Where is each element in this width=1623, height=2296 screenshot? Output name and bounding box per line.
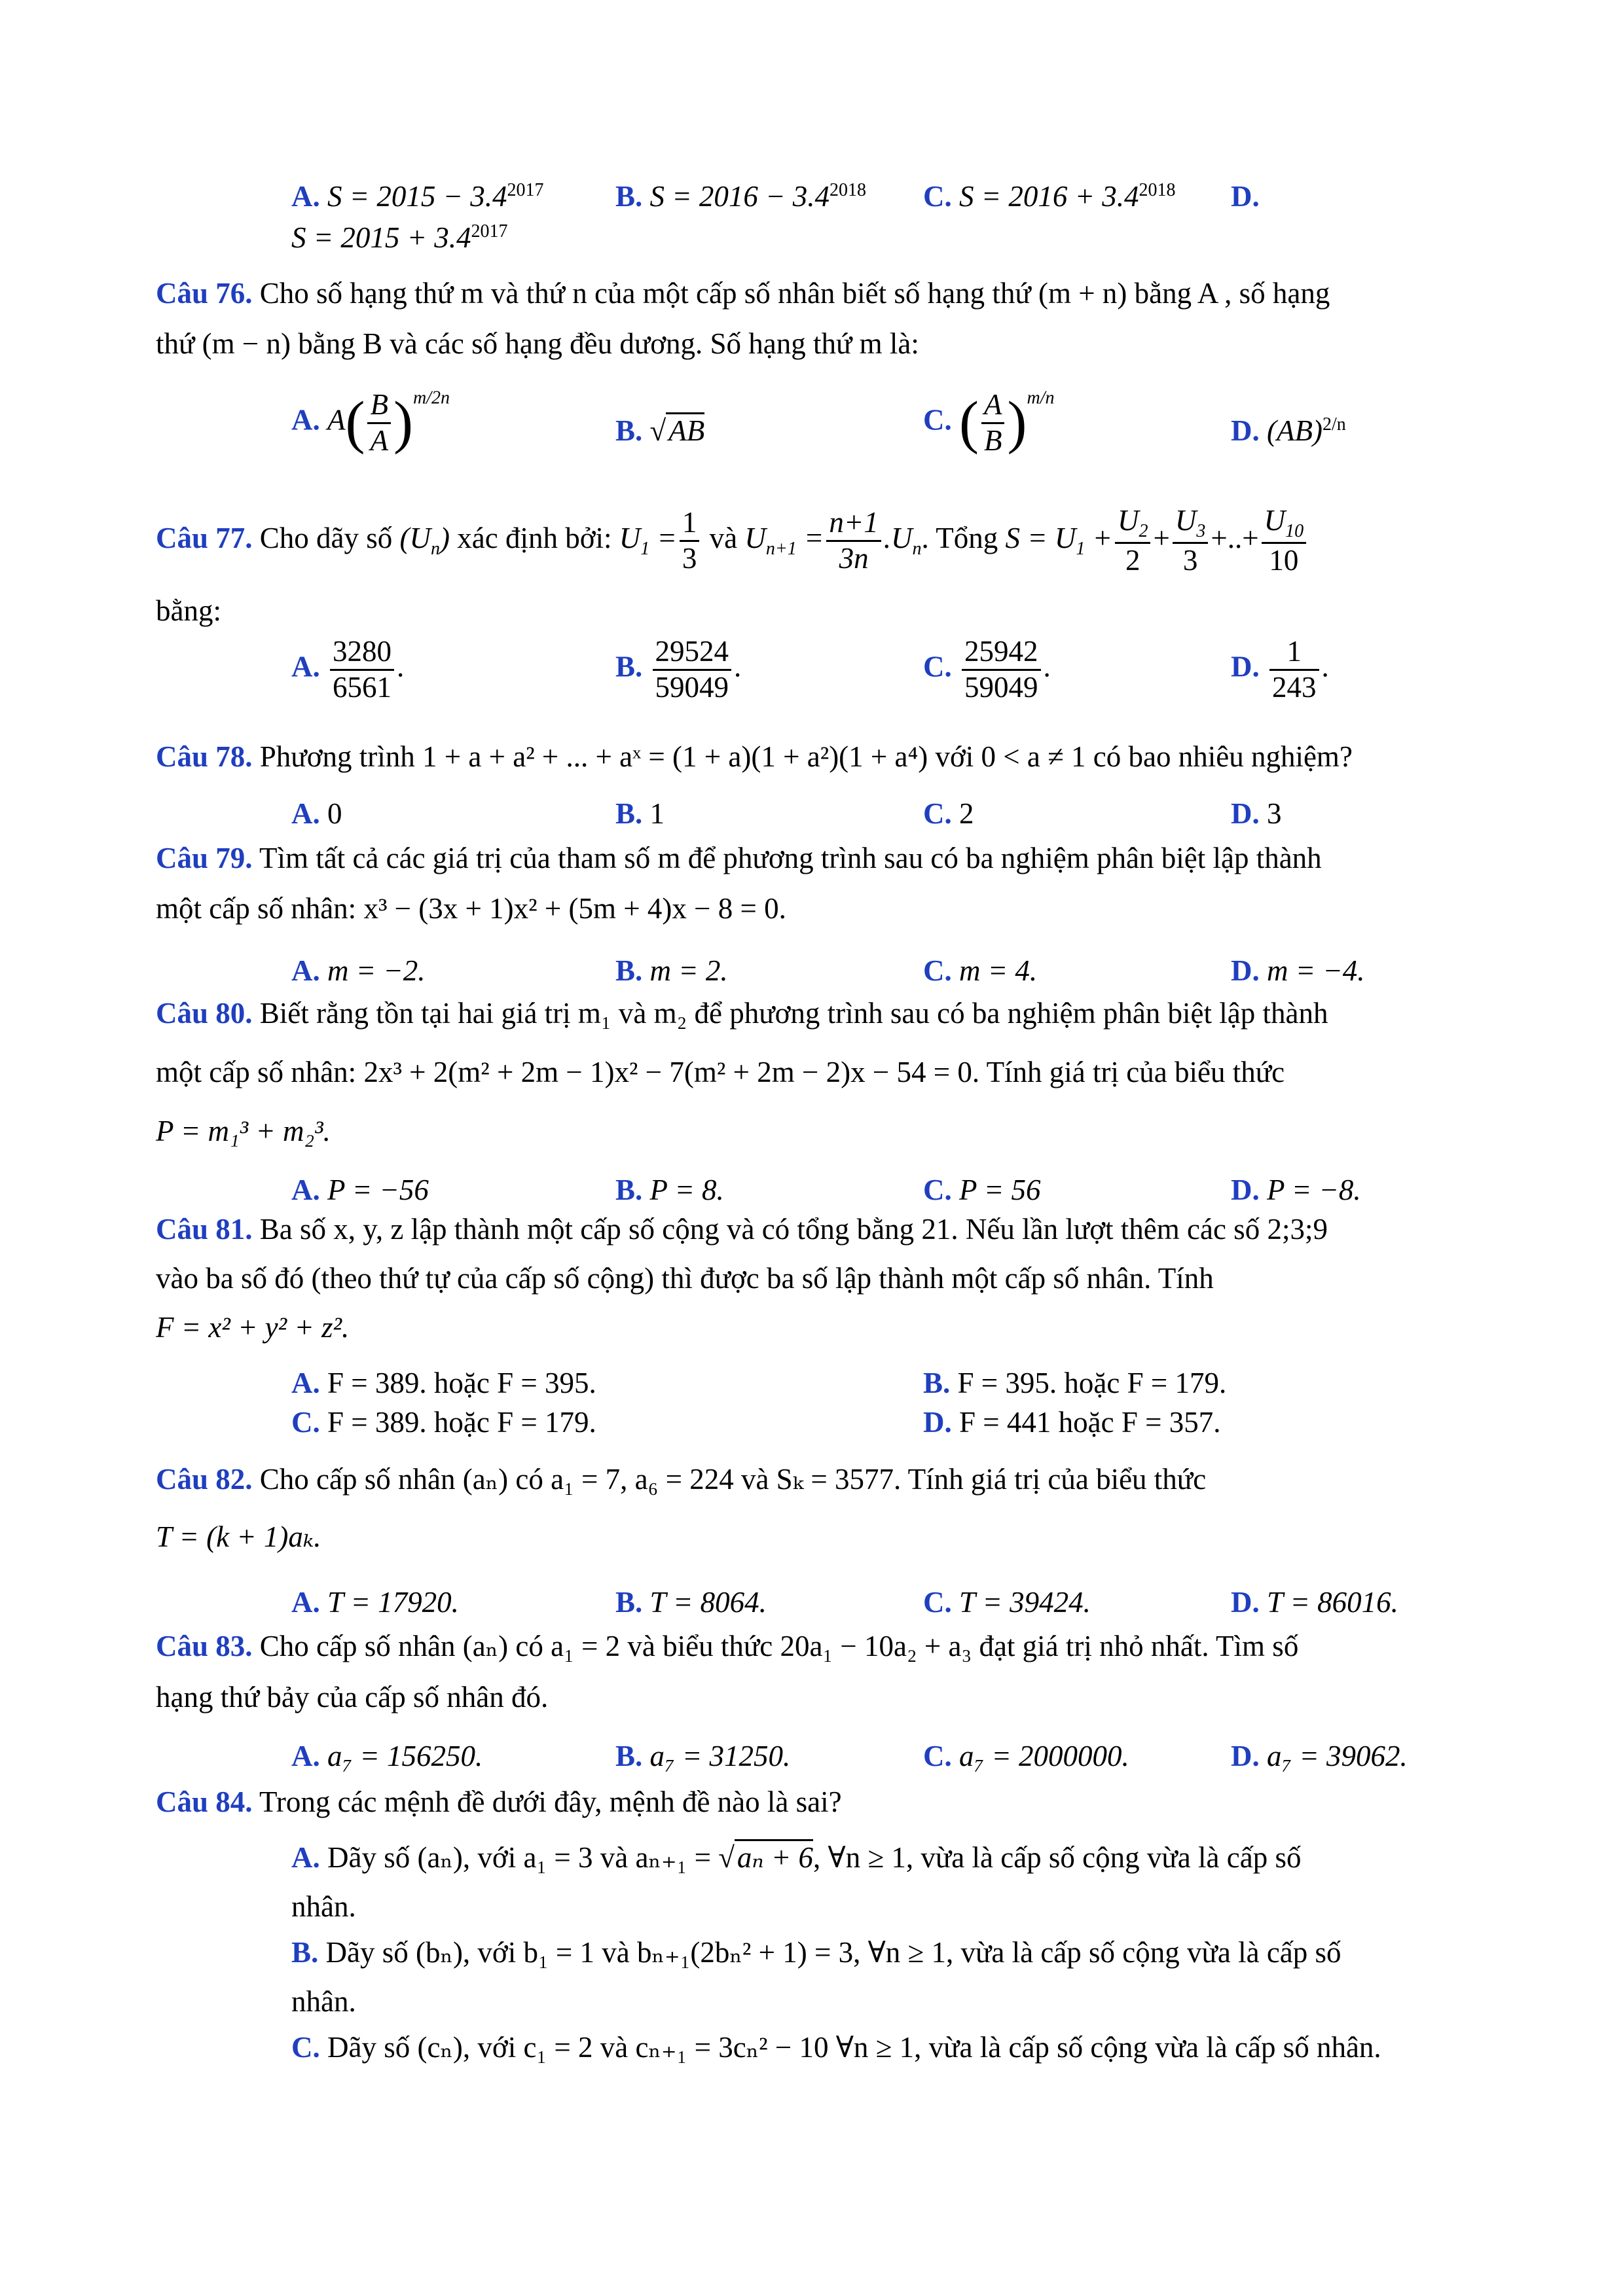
q84-option-a-line2: nhân.	[291, 1890, 356, 1923]
q81-option-a: A. F = 389. hoặc F = 395.	[291, 1367, 596, 1399]
q76-option-a: A. A( $\frac{B}{A}$ )$^{m/2n}$	[291, 387, 450, 457]
q78-option-a: A. 0	[291, 797, 342, 830]
q77-option-d: D. $\frac{1}{243}$ .	[1231, 635, 1329, 704]
q80-line3: P = m₁³ + m₂³.	[156, 1115, 331, 1147]
q79-line1: Câu 79. Tìm tất cả các giá trị của tham số m để phương trình sau có ba nghiệm phân biệt lập thành	[156, 842, 1322, 874]
q76-option-b: B. √AB	[615, 412, 704, 449]
q75-option-c: C. $S = 2016 + 3.4^{2018}$	[923, 180, 1176, 213]
q83-option-d: D. a₇ = 39062.	[1231, 1740, 1408, 1772]
q81-option-d: D. F = 441 hoặc F = 357.	[923, 1406, 1221, 1439]
q81-line2: vào ba số đó (theo thứ tự của cấp số cộng) thì được ba số lập thành một cấp số nhân. Tính	[156, 1262, 1214, 1295]
q84-option-b-line1: B. Dãy số (bₙ), với b₁ = 1 và bₙ₊₁(2bₙ² + 1) = 3, ∀n ≥ 1, vừa là cấp số cộng vừa là cấp số	[291, 1936, 1341, 1969]
q77-line1: Câu 77. Cho dãy số $(U_n)$ xác định bởi: $U_1$ = $\frac{1}{3}$ và $U_{n+1}$ = $\frac{n+1}{3n}$ $.U_n$. Tổng $S = U_1$ + $\frac{U_2}{2}$ + $\frac{U_3}{3}$ +..+ $\frac{U_{10}}{10}$	[156, 504, 1309, 578]
q78-option-b: B. 1	[615, 797, 665, 830]
q78-option-d: D. 3	[1231, 797, 1282, 830]
q75-option-b: B. $S = 2016 - 3.4^{2018}$	[615, 180, 866, 213]
q76-line1: Câu 76. Cho số hạng thứ m và thứ n của một cấp số nhân biết số hạng thứ (m + n) bằng A , số hạng	[156, 277, 1330, 310]
q76-option-c: C. ( $\frac{A}{B}$ )$^{m/n}$	[923, 387, 1055, 457]
q83-option-c: C. a₇ = 2000000.	[923, 1740, 1129, 1772]
q80-line2: một cấp số nhân: 2x³ + 2(m² + 2m − 1)x² − 7(m² + 2m − 2)x − 54 = 0. Tính giá trị của biểu thức	[156, 1056, 1285, 1088]
q83-line2: hạng thứ bảy của cấp số nhân đó.	[156, 1681, 549, 1713]
q77-line2: bằng:	[156, 594, 221, 627]
q80-option-c: C. P = 56	[923, 1174, 1041, 1206]
q81-line1: Câu 81. Ba số x, y, z lập thành một cấp số cộng và có tổng bằng 21. Nếu lần lượt thêm các số 2;3;9	[156, 1213, 1328, 1246]
q75-option-d: $S = 2015 + 3.4^{2017}$	[291, 221, 508, 254]
q81-option-b: B. F = 395. hoặc F = 179.	[923, 1367, 1227, 1399]
q84-option-a-line1: A. Dãy số (aₙ), với a₁ = 3 và aₙ₊₁ = √aₙ + 6, ∀n ≥ 1, vừa là cấp số cộng vừa là cấp số	[291, 1839, 1301, 1876]
q79-option-c: C. m = 4.	[923, 954, 1038, 987]
q76-option-d: D. (AB)$^{2/n}$	[1231, 414, 1346, 447]
q84-option-b-line2: nhân.	[291, 1985, 356, 2018]
q79-line2: một cấp số nhân: x³ − (3x + 1)x² + (5m + 4)x − 8 = 0.	[156, 892, 786, 925]
q79-option-b: B. m = 2.	[615, 954, 728, 987]
q84-option-c-line1: C. Dãy số (cₙ), với c₁ = 2 và cₙ₊₁ = 3cₙ² − 10 ∀n ≥ 1, vừa là cấp số cộng vừa là cấp số nhân.	[291, 2031, 1381, 2064]
q77-option-b: B. $\frac{29524}{59049}$ .	[615, 635, 742, 704]
q82-option-b: B. T = 8064.	[615, 1586, 767, 1619]
q84-line1: Câu 84. Trong các mệnh đề dưới đây, mệnh đề nào là sai?	[156, 1785, 842, 1818]
q78-line1: Câu 78. Phương trình 1 + a + a² + ... + aˣ = (1 + a)(1 + a²)(1 + a⁴) với 0 < a ≠ 1 có bao nhiêu nghiệm?	[156, 740, 1353, 773]
q83-line1: Câu 83. Cho cấp số nhân (aₙ) có a₁ = 2 và biểu thức 20a₁ − 10a₂ + a₃ đạt giá trị nhỏ nhất. Tìm số	[156, 1630, 1299, 1662]
q82-option-d: D. T = 86016.	[1231, 1586, 1398, 1619]
q81-option-c: C. F = 389. hoặc F = 179.	[291, 1406, 596, 1439]
q75-option-d-label: D.	[1231, 180, 1260, 213]
q76-line2: thứ (m − n) bằng B và các số hạng đều dương. Số hạng thứ m là:	[156, 327, 919, 360]
q75-option-a: A. $S = 2015 - 3.4^{2017}$	[291, 180, 544, 213]
q80-option-d: D. P = −8.	[1231, 1174, 1361, 1206]
q82-line2: T = (k + 1)aₖ.	[156, 1520, 321, 1553]
q81-line3: F = x² + y² + z².	[156, 1311, 350, 1344]
q82-option-c: C. T = 39424.	[923, 1586, 1091, 1619]
q79-option-d: D. m = −4.	[1231, 954, 1365, 987]
q83-option-a: A. a₇ = 156250.	[291, 1740, 483, 1772]
q77-option-a: A. $\frac{3280}{6561}$ .	[291, 635, 405, 704]
q80-option-b: B. P = 8.	[615, 1174, 724, 1206]
q82-option-a: A. T = 17920.	[291, 1586, 459, 1619]
q80-line1: Câu 80. Biết rằng tồn tại hai giá trị m₁ và m₂ để phương trình sau có ba nghiệm phân biệt lập thành	[156, 997, 1328, 1030]
q83-option-b: B. a₇ = 31250.	[615, 1740, 791, 1772]
q78-option-c: C. 2	[923, 797, 974, 830]
q79-option-a: A. m = −2.	[291, 954, 426, 987]
q80-option-a: A. P = −56	[291, 1174, 429, 1206]
q77-option-c: C. $\frac{25942}{59049}$ .	[923, 635, 1051, 704]
q82-line1: Câu 82. Cho cấp số nhân (aₙ) có a₁ = 7, a₆ = 224 và Sₖ = 3577. Tính giá trị của biểu thức	[156, 1463, 1207, 1496]
